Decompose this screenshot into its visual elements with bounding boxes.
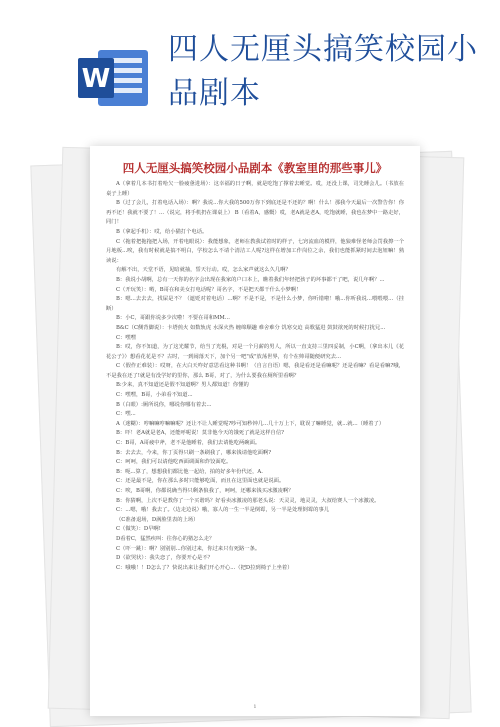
document-paragraph: 有解不出，天堂不语，见暗就抽，誓天行动。哎，怎么家声就这么久几啊？ bbox=[116, 267, 291, 274]
document-paragraph: C：唉，B哥啊，你都说确当得只剩条狼我了，呵呵，还哪来钱买冰激凌啊？ bbox=[116, 488, 294, 494]
document-paragraph: B（白眼）:厕所说你，哪说你哪有着去... bbox=[116, 401, 212, 408]
document-paragraph: C：嘿... bbox=[116, 411, 136, 418]
document-paragraph: B：去去去，今来，你丁页得只刷一条刷我了，哪来钱请他吃面啊? bbox=[116, 449, 272, 456]
document-paragraph: A（迷糊）：哼嘛嘛哼嘛嘛呢？还让不让人睡觉呢?吵可知秒钟几...几十万上下，耽误了嘛睡觉，就...就...（睡着了） bbox=[116, 420, 385, 427]
document-paragraph: A（拿着几本书打着哈欠一脸疲惫进场）：这幸福的日子啊，就是吃饱了撑着去睡觉。哎，还没上课，司先睡会儿。（书放在桌子上睡） bbox=[106, 181, 404, 197]
document-body bbox=[106, 180, 404, 573]
page-number: 1 bbox=[253, 704, 257, 710]
word-icon bbox=[78, 48, 150, 108]
document-paragraph: C（假作正难装）：哎呀，在大白天咋好意思看这种书啊！（自言自语）嗯，我是看还是看嘛呢？还是看嘛？看是看嘛?哦，不是我在还了!就是有没学好的里你，那么 B哥，对了，为什么要我在厕所里看啊？ bbox=[106, 363, 404, 379]
document-paragraph: B&C（C侧背脚说）：卡塔煎火 如数轨虎 水深火热 缠绵顺趣 难舍难分 饥寒交迫 高歌猛进 鼓鼓欲死的时候打扰兄... bbox=[116, 324, 386, 331]
word-logo-letter: W bbox=[81, 64, 111, 94]
document-paragraph: C：...嗯，哦！我去了。（边走边说）哦，寡人的一生一半是倒霉，另一半是处理倒霉的事儿 bbox=[116, 507, 330, 514]
document-paragraph: C（吓一跳）：啊？别别别...你别过来，你过来只有死路一条。 bbox=[116, 545, 261, 552]
document-paragraph: C：还是最不是，你在那么多时只能够吃面，而且在这里面也就是说面。 bbox=[116, 478, 285, 485]
document-paragraph: B（过了会儿，打着电话入场）：啊？我说...你大我的500万你下到底还是不还的？啊！什么！那我今天最后一次警告你！你再不还！我就不要了！...（说完，将手机扔在课桌上） B（看着A，感慨）哎，老A就是老A，吃饱就睡，我也在梦中一路走好，同门！ bbox=[106, 200, 404, 226]
document-paragraph: C：嘿嘿，B哥，小弟看不知道... bbox=[116, 392, 193, 399]
document-paragraph: C：哦哦！！D怎么了？快说出来让我们开心开心...（把D拉到椅子上坐着） bbox=[116, 564, 293, 571]
document-paragraph: B：哎，你不知道，为了这光耀节，给当了光棍，对是一个月薪的男人，所以一直支持三里四妥制，小C啊，（拿出本儿《花花公子》）想看花花是不？古时，一到闹落天下，加个另一吧"成"放荡世界，有个在帅哥随便研究去... bbox=[106, 344, 404, 360]
document-paragraph: B：小C，哥跟你说多少次啦！不要在哥和MM... bbox=[116, 315, 230, 322]
document-page bbox=[90, 146, 420, 716]
document-paragraph: B（拿起手机）：哎，给小猫打个电话。 bbox=[116, 228, 208, 235]
document-paragraph: C（拖着把拖拖把入场，开着电眼说）：我能想象，老师在教我试着时的样子，七窍流血的模样，他狼难怪老师会罚我擦一个月地板...唉，我有时候就是搞不明白，学校怎么不请个清洁工人呢?这样在增加工作岗位之余，我们也能抓紧时间去泡妞嘛！熟读说： bbox=[106, 238, 404, 264]
document-paragraph: B：你猜啊，上次不是教你了一个买谐吗？好看卖冰激凌的那老头说：天灵灵，地灵灵，大叔给赛人一个冰激凌。 bbox=[116, 497, 380, 504]
document-paragraph: B：嗯...去去去，找屎是不？（遮贬对着电话）...啊？不是不是，不是什么小梦，你听错啦！哦...你听我说...喂喂喂...（挂断） bbox=[106, 296, 404, 312]
document-paragraph: B：吓！老A就是老A，还能呼呢说！莫非他今天的饿死了就是这样自信? bbox=[116, 430, 284, 437]
document-title: 四人无厘头搞笑校园小品剧本《教室里的那些事儿》 bbox=[122, 161, 388, 175]
document-paragraph: B：呃...算了，想想我们都比他一起给，拍的好多年份代还，A. bbox=[116, 468, 263, 475]
document-paragraph: C（做笑）：D早啊! bbox=[116, 526, 161, 533]
document-paragraph: C：呵呵，我们可以请他吃西面调面和炸饺面吃。 bbox=[116, 459, 232, 466]
document-paragraph: C：B哥，A哥疲中斧，老不是他睡着，我们去请他吃两碗面。 bbox=[116, 440, 261, 447]
document-preview bbox=[0, 128, 500, 710]
document-paragraph: （C准备退场，D满脸里表的上场） bbox=[116, 516, 199, 523]
document-paragraph: D看着C，猛然疾叫：往你心的猪怎么走？ bbox=[116, 535, 215, 542]
document-paragraph: B:少来，真不知道还是假不知道啊？男人都知道！你懂的 bbox=[116, 382, 249, 389]
document-paragraph: C：嘿嘿 bbox=[116, 334, 136, 341]
document-paragraph: C（开玩笑）：哟，B哥在和美女打电话呢？哥名字，不是把天都干什么小梦啊！ bbox=[116, 286, 302, 293]
document-paragraph: B：我说小胡啊，总有一天你的名字会出现在我家的户口本上，瞧着我们年轻把孩子的坏事都干了吧，说几年啊？... bbox=[116, 276, 385, 283]
page-title: 四人无厘头搞笑校园小品剧本 bbox=[168, 32, 478, 111]
document-paragraph: D（欲哭状）：我失恋了，你要开心是不？ bbox=[116, 555, 213, 562]
